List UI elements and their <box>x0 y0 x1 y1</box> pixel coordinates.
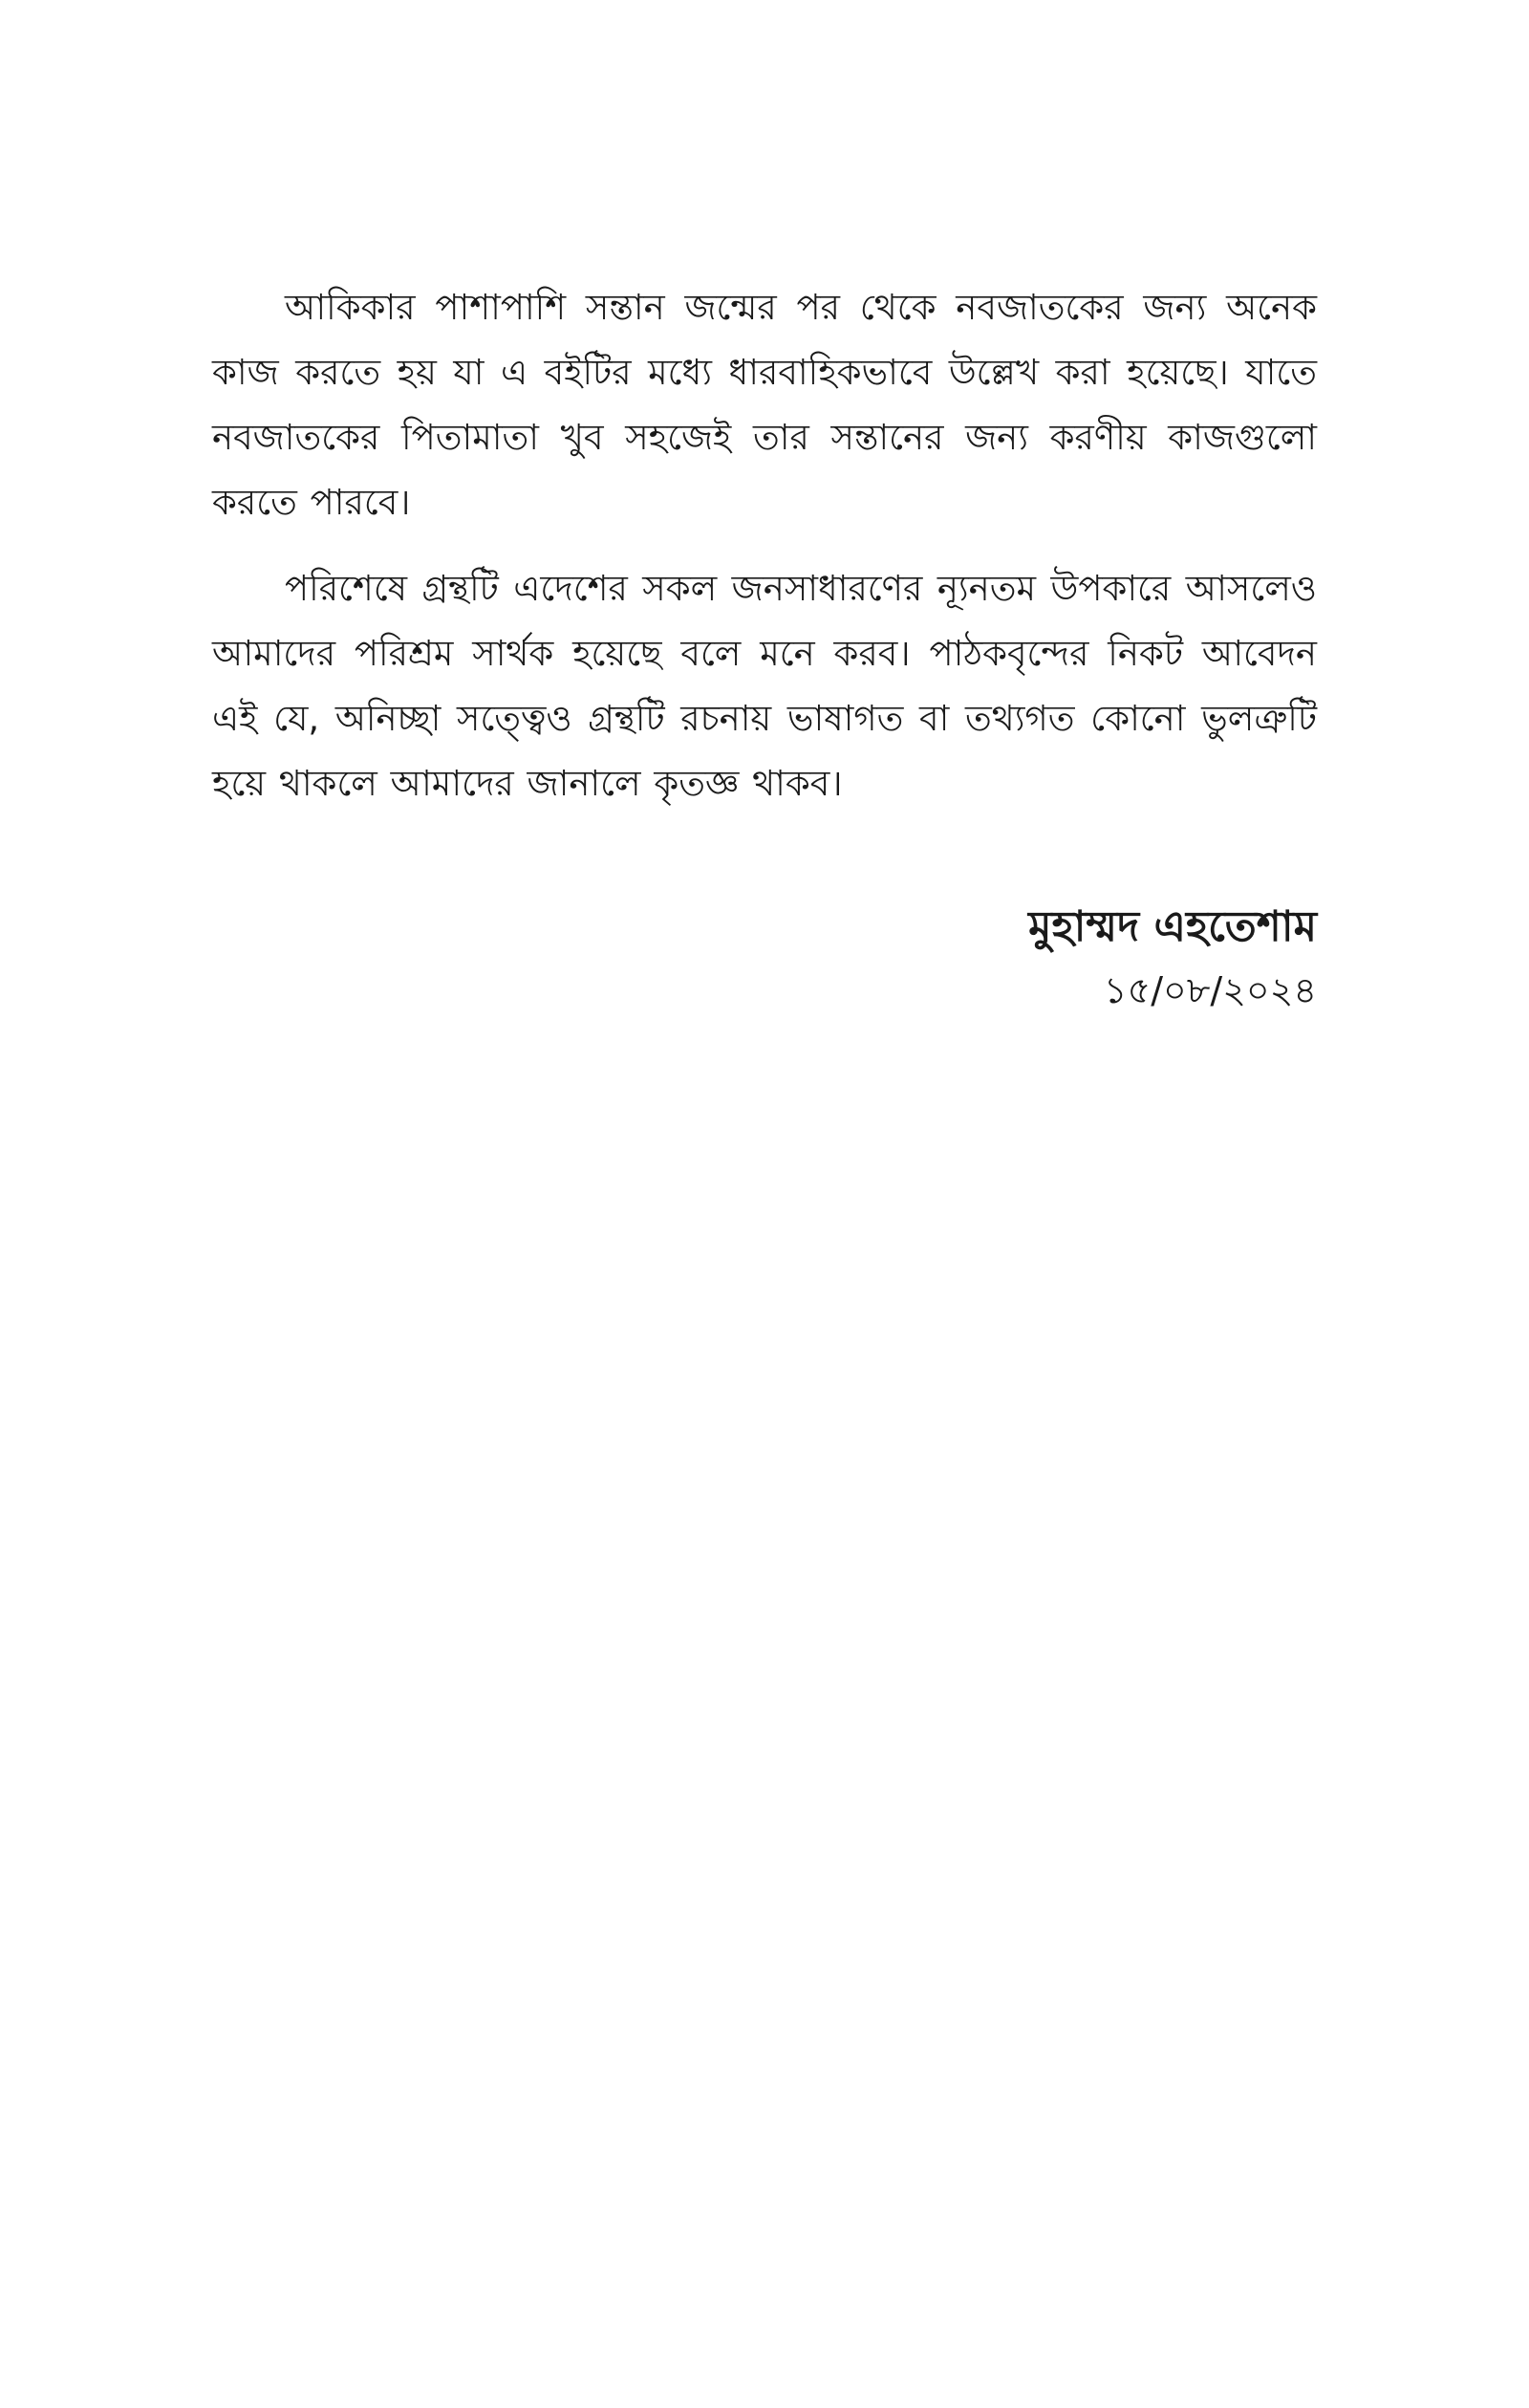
signature-date: ১৫/০৮/২০২৪ <box>1103 969 1317 1011</box>
paragraph-1: আকিকার পাশাপাশি সন্তান জন্মের পর থেকে নবজাতকের জন্য অনেক কাজ করতে হয় যা এ বইটির মধ্যে ধারবাহিকভাবে উল্লেখ করা হয়েছে। যাতে নবজাতকের পিতামাতা খুব সহজেই তার সন্তানের জন্য করণীয় কাজগুলো করতে পারবে। <box>212 287 1317 523</box>
signature-block <box>1028 894 1317 1020</box>
paragraph-2: পরিশেষে গ্রন্থটি এদেশের সকল জনসাধারণের ন্যূনতম উপকারে আসলেও আমাদের পরিশ্রম সার্থক হয়েছে বলে মনে করব। পাঠকবৃন্দের নিকট আবেদন এই যে, অনিচ্ছা সত্ত্বেও গ্রন্থটি রচনায় ভাষাগত বা তথ্যগত কোনো ভুলত্রুটি হয়ে থাকলে আমাদের জানালে কৃতজ্ঞ থাকব। <box>212 568 1317 804</box>
author-name: মুহাম্মদ এহতেশাম <box>1028 902 1317 951</box>
body-text <box>212 275 1317 837</box>
